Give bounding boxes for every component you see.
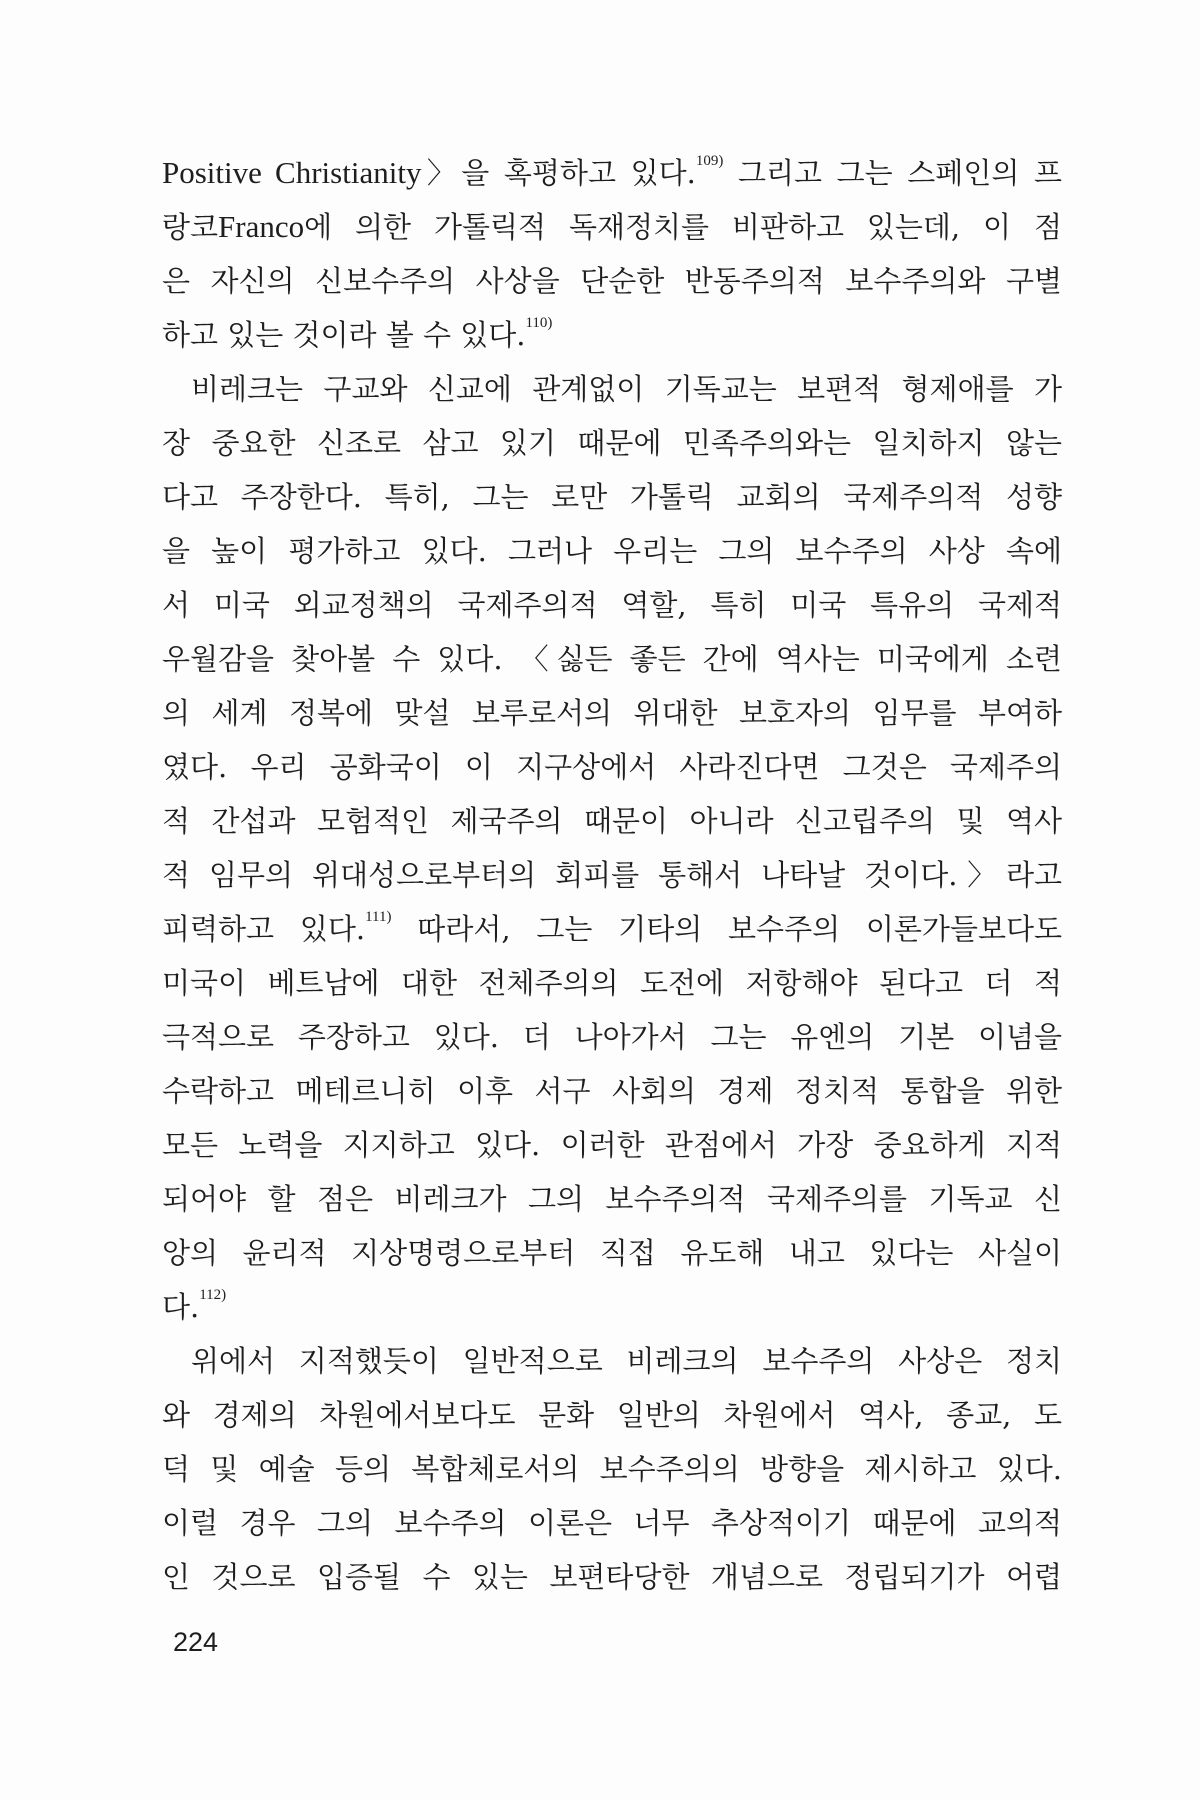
text-line bbox=[162, 956, 1062, 1010]
text-segment: 수락하고 메테르니히 이후 서구 사회의 경제 정치적 통합을 위한 bbox=[162, 1074, 1062, 1108]
text-segment: 장 중요한 신조로 삼고 있기 때문에 민족주의와는 일치하지 않는 bbox=[162, 426, 1062, 460]
text-segment: 다. bbox=[162, 1290, 200, 1324]
text-segment: 앙의 윤리적 지상명령으로부터 직접 유도해 내고 있다는 사실이 bbox=[162, 1236, 1062, 1270]
text-line bbox=[162, 686, 1062, 740]
text-line bbox=[162, 1010, 1062, 1064]
text-segment: 그리고 그는 스페인의 프 bbox=[723, 156, 1062, 190]
text-segment: 하고 있는 것이라 볼 수 있다. bbox=[162, 318, 526, 352]
text-line bbox=[162, 1280, 1062, 1334]
text-line bbox=[162, 470, 1062, 524]
text-segment: 위에서 지적했듯이 일반적으로 비레크의 보수주의 사상은 정치 bbox=[191, 1344, 1062, 1378]
text-segment: 모든 노력을 지지하고 있다. 이러한 관점에서 가장 중요하게 지적 bbox=[162, 1128, 1062, 1162]
text-segment: 이럴 경우 그의 보수주의 이론은 너무 추상적이기 때문에 교의적 bbox=[162, 1506, 1062, 1540]
footnote-marker: 111) bbox=[365, 909, 392, 925]
text-line bbox=[162, 524, 1062, 578]
text-line bbox=[162, 1442, 1062, 1496]
text-segment: 은 자신의 신보수주의 사상을 단순한 반동주의적 보수주의와 구별 bbox=[162, 264, 1062, 298]
text-line bbox=[162, 254, 1062, 308]
text-line bbox=[162, 902, 1062, 956]
text-line bbox=[162, 848, 1062, 902]
text-segment: 극적으로 주장하고 있다. 더 나아가서 그는 유엔의 기본 이념을 bbox=[162, 1020, 1062, 1054]
footnote-marker: 109) bbox=[695, 153, 724, 169]
text-line bbox=[162, 1388, 1062, 1442]
text-segment: 서 미국 외교정책의 국제주의적 역할, 특히 미국 특유의 국제적 bbox=[162, 588, 1062, 622]
text-line bbox=[162, 578, 1062, 632]
text-line bbox=[162, 1550, 1062, 1604]
page-number: 224 bbox=[173, 1627, 219, 1657]
text-line bbox=[162, 200, 1062, 254]
text-segment: 〉을 혹평하고 있다. bbox=[421, 156, 696, 190]
text-line bbox=[162, 1118, 1062, 1172]
text-line bbox=[162, 146, 1062, 200]
text-line bbox=[162, 362, 1062, 416]
text-segment: 적 임무의 위대성으로부터의 회피를 통해서 나타날 것이다.〉라고 bbox=[162, 858, 1062, 892]
text-line bbox=[162, 1172, 1062, 1226]
text-segment: Franco bbox=[218, 209, 305, 244]
body-text bbox=[162, 146, 1062, 1604]
text-line bbox=[162, 1334, 1062, 1388]
text-line bbox=[162, 1064, 1062, 1118]
text-segment: 와 경제의 차원에서보다도 문화 일반의 차원에서 역사, 종교, 도 bbox=[162, 1398, 1062, 1432]
text-segment: 우월감을 찾아볼 수 있다. 〈싫든 좋든 간에 역사는 미국에게 소련 bbox=[162, 642, 1062, 676]
text-line bbox=[162, 632, 1062, 686]
text-segment: 다고 주장한다. 특히, 그는 로만 가톨릭 교회의 국제주의적 성향 bbox=[162, 480, 1062, 514]
text-segment: 을 높이 평가하고 있다. 그러나 우리는 그의 보수주의 사상 속에 bbox=[162, 534, 1062, 568]
text-segment: 미국이 베트남에 대한 전체주의의 도전에 저항해야 된다고 더 적 bbox=[162, 966, 1062, 1000]
text-segment: 따라서, 그는 기타의 보수주의 이론가들보다도 bbox=[391, 912, 1062, 946]
text-segment: 였다. 우리 공화국이 이 지구상에서 사라진다면 그것은 국제주의 bbox=[162, 750, 1062, 784]
text-segment: 피력하고 있다. bbox=[162, 912, 366, 946]
text-segment: 되어야 할 점은 비레크가 그의 보수주의적 국제주의를 기독교 신 bbox=[162, 1182, 1062, 1216]
text-segment: 적 간섭과 모험적인 제국주의 때문이 아니라 신고립주의 및 역사 bbox=[162, 804, 1062, 838]
text-segment: 에 의한 가톨릭적 독재정치를 비판하고 있는데, 이 점 bbox=[304, 210, 1062, 244]
footnote-marker: 112) bbox=[199, 1287, 227, 1303]
footnote-marker: 110) bbox=[525, 315, 553, 331]
text-line bbox=[162, 416, 1062, 470]
text-segment: 인 것으로 입증될 수 있는 보편타당한 개념으로 정립되기가 어렵 bbox=[162, 1560, 1062, 1594]
text-segment: 의 세계 정복에 맞설 보루로서의 위대한 보호자의 임무를 부여하 bbox=[162, 696, 1062, 730]
text-segment: 덕 및 예술 등의 복합체로서의 보수주의의 방향을 제시하고 있다. bbox=[162, 1452, 1062, 1486]
text-segment: Positive Christianity bbox=[162, 155, 422, 190]
text-line bbox=[162, 794, 1062, 848]
text-segment: 랑코 bbox=[162, 210, 219, 244]
text-line bbox=[162, 1226, 1062, 1280]
text-line bbox=[162, 740, 1062, 794]
text-line bbox=[162, 1496, 1062, 1550]
text-segment: 비레크는 구교와 신교에 관계없이 기독교는 보편적 형제애를 가 bbox=[191, 372, 1062, 406]
text-line bbox=[162, 308, 1062, 362]
